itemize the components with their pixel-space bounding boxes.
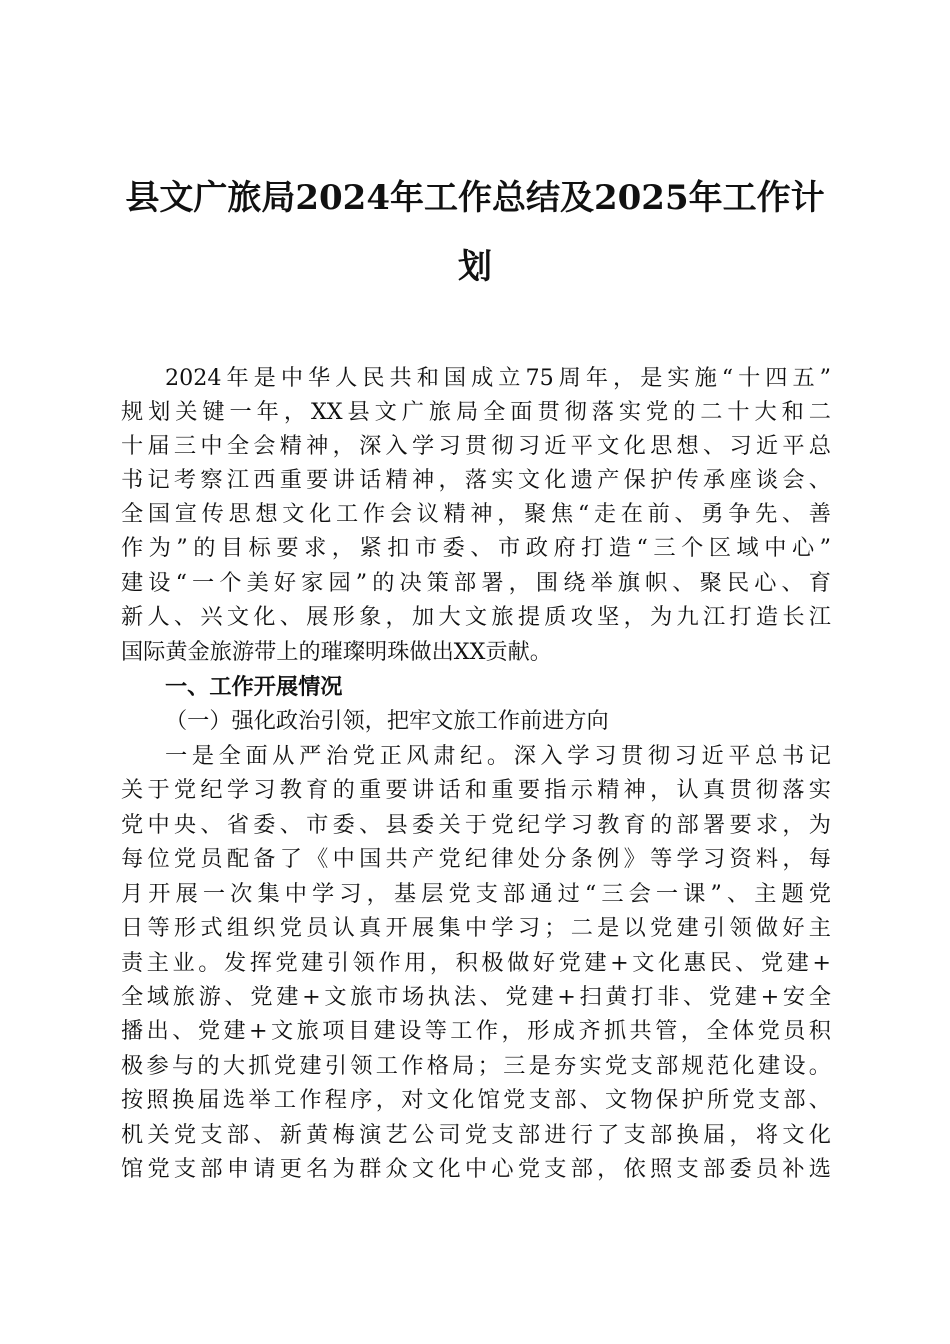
intro-line: 新人、兴文化、展形象，加大文旅提质攻坚，为九江打造长江	[121, 604, 831, 630]
subsection-heading: （一）强化政治引领，把牢文旅工作前进方向	[165, 708, 609, 734]
intro-line: 书记考察江西重要讲话精神，落实文化遗产保护传承座谈会、	[121, 467, 831, 493]
body-line: 馆党支部申请更名为群众文化中心党支部，依照支部委员补选	[121, 1156, 831, 1182]
intro-line: 建设“一个美好家园”的决策部署，围绕举旗帜、聚民心、育	[121, 570, 831, 596]
body-line: 日等形式组织党员认真开展集中学习；二是以党建引领做好主	[121, 915, 831, 941]
document-title-line-1: 县文广旅局2024年工作总结及2025年工作计	[125, 178, 825, 218]
body-line: 极参与的大抓党建引领工作格局；三是夯实党支部规范化建设。	[121, 1053, 831, 1079]
body-line: 责主业。发挥党建引领作用，积极做好党建+文化惠民、党建+	[121, 950, 831, 976]
document-title-line-2: 划	[458, 247, 492, 287]
body-line: 每位党员配备了《中国共产党纪律处分条例》等学习资料，每	[121, 846, 831, 872]
section-heading: 一、工作开展情况	[165, 674, 343, 700]
intro-line: 全国宣传思想文化工作会议精神，聚焦“走在前、勇争先、善	[121, 501, 831, 527]
intro-line: 国际黄金旅游带上的璀璨明珠做出XX贡献。	[121, 639, 552, 665]
intro-line: 十届三中全会精神，深入学习贯彻习近平文化思想、习近平总	[121, 433, 831, 459]
body-line: 播出、党建+文旅项目建设等工作，形成齐抓共管，全体党员积	[121, 1018, 831, 1044]
body-line: 关于党纪学习教育的重要讲话和重要指示精神，认真贯彻落实	[121, 777, 831, 803]
intro-line: 作为”的目标要求，紧扣市委、市政府打造“三个区域中心”	[121, 535, 831, 561]
body-line: 月开展一次集中学习，基层党支部通过“三会一课”、主题党	[121, 881, 831, 907]
body-line: 党中央、省委、市委、县委关于党纪学习教育的部署要求，为	[121, 812, 831, 838]
body-line: 机关党支部、新黄梅演艺公司党支部进行了支部换届，将文化	[121, 1122, 831, 1148]
body-line: 按照换届选举工作程序，对文化馆党支部、文物保护所党支部、	[121, 1087, 831, 1113]
body-line: 全域旅游、党建+文旅市场执法、党建+扫黄打非、党建+安全	[121, 984, 831, 1010]
intro-line: 2024年是中华人民共和国成立75周年，是实施“十四五”	[165, 365, 831, 391]
body-line: 一是全面从严治党正风肃纪。深入学习贯彻习近平总书记	[165, 743, 831, 769]
intro-line: 规划关键一年，XX县文广旅局全面贯彻落实党的二十大和二	[121, 399, 831, 425]
